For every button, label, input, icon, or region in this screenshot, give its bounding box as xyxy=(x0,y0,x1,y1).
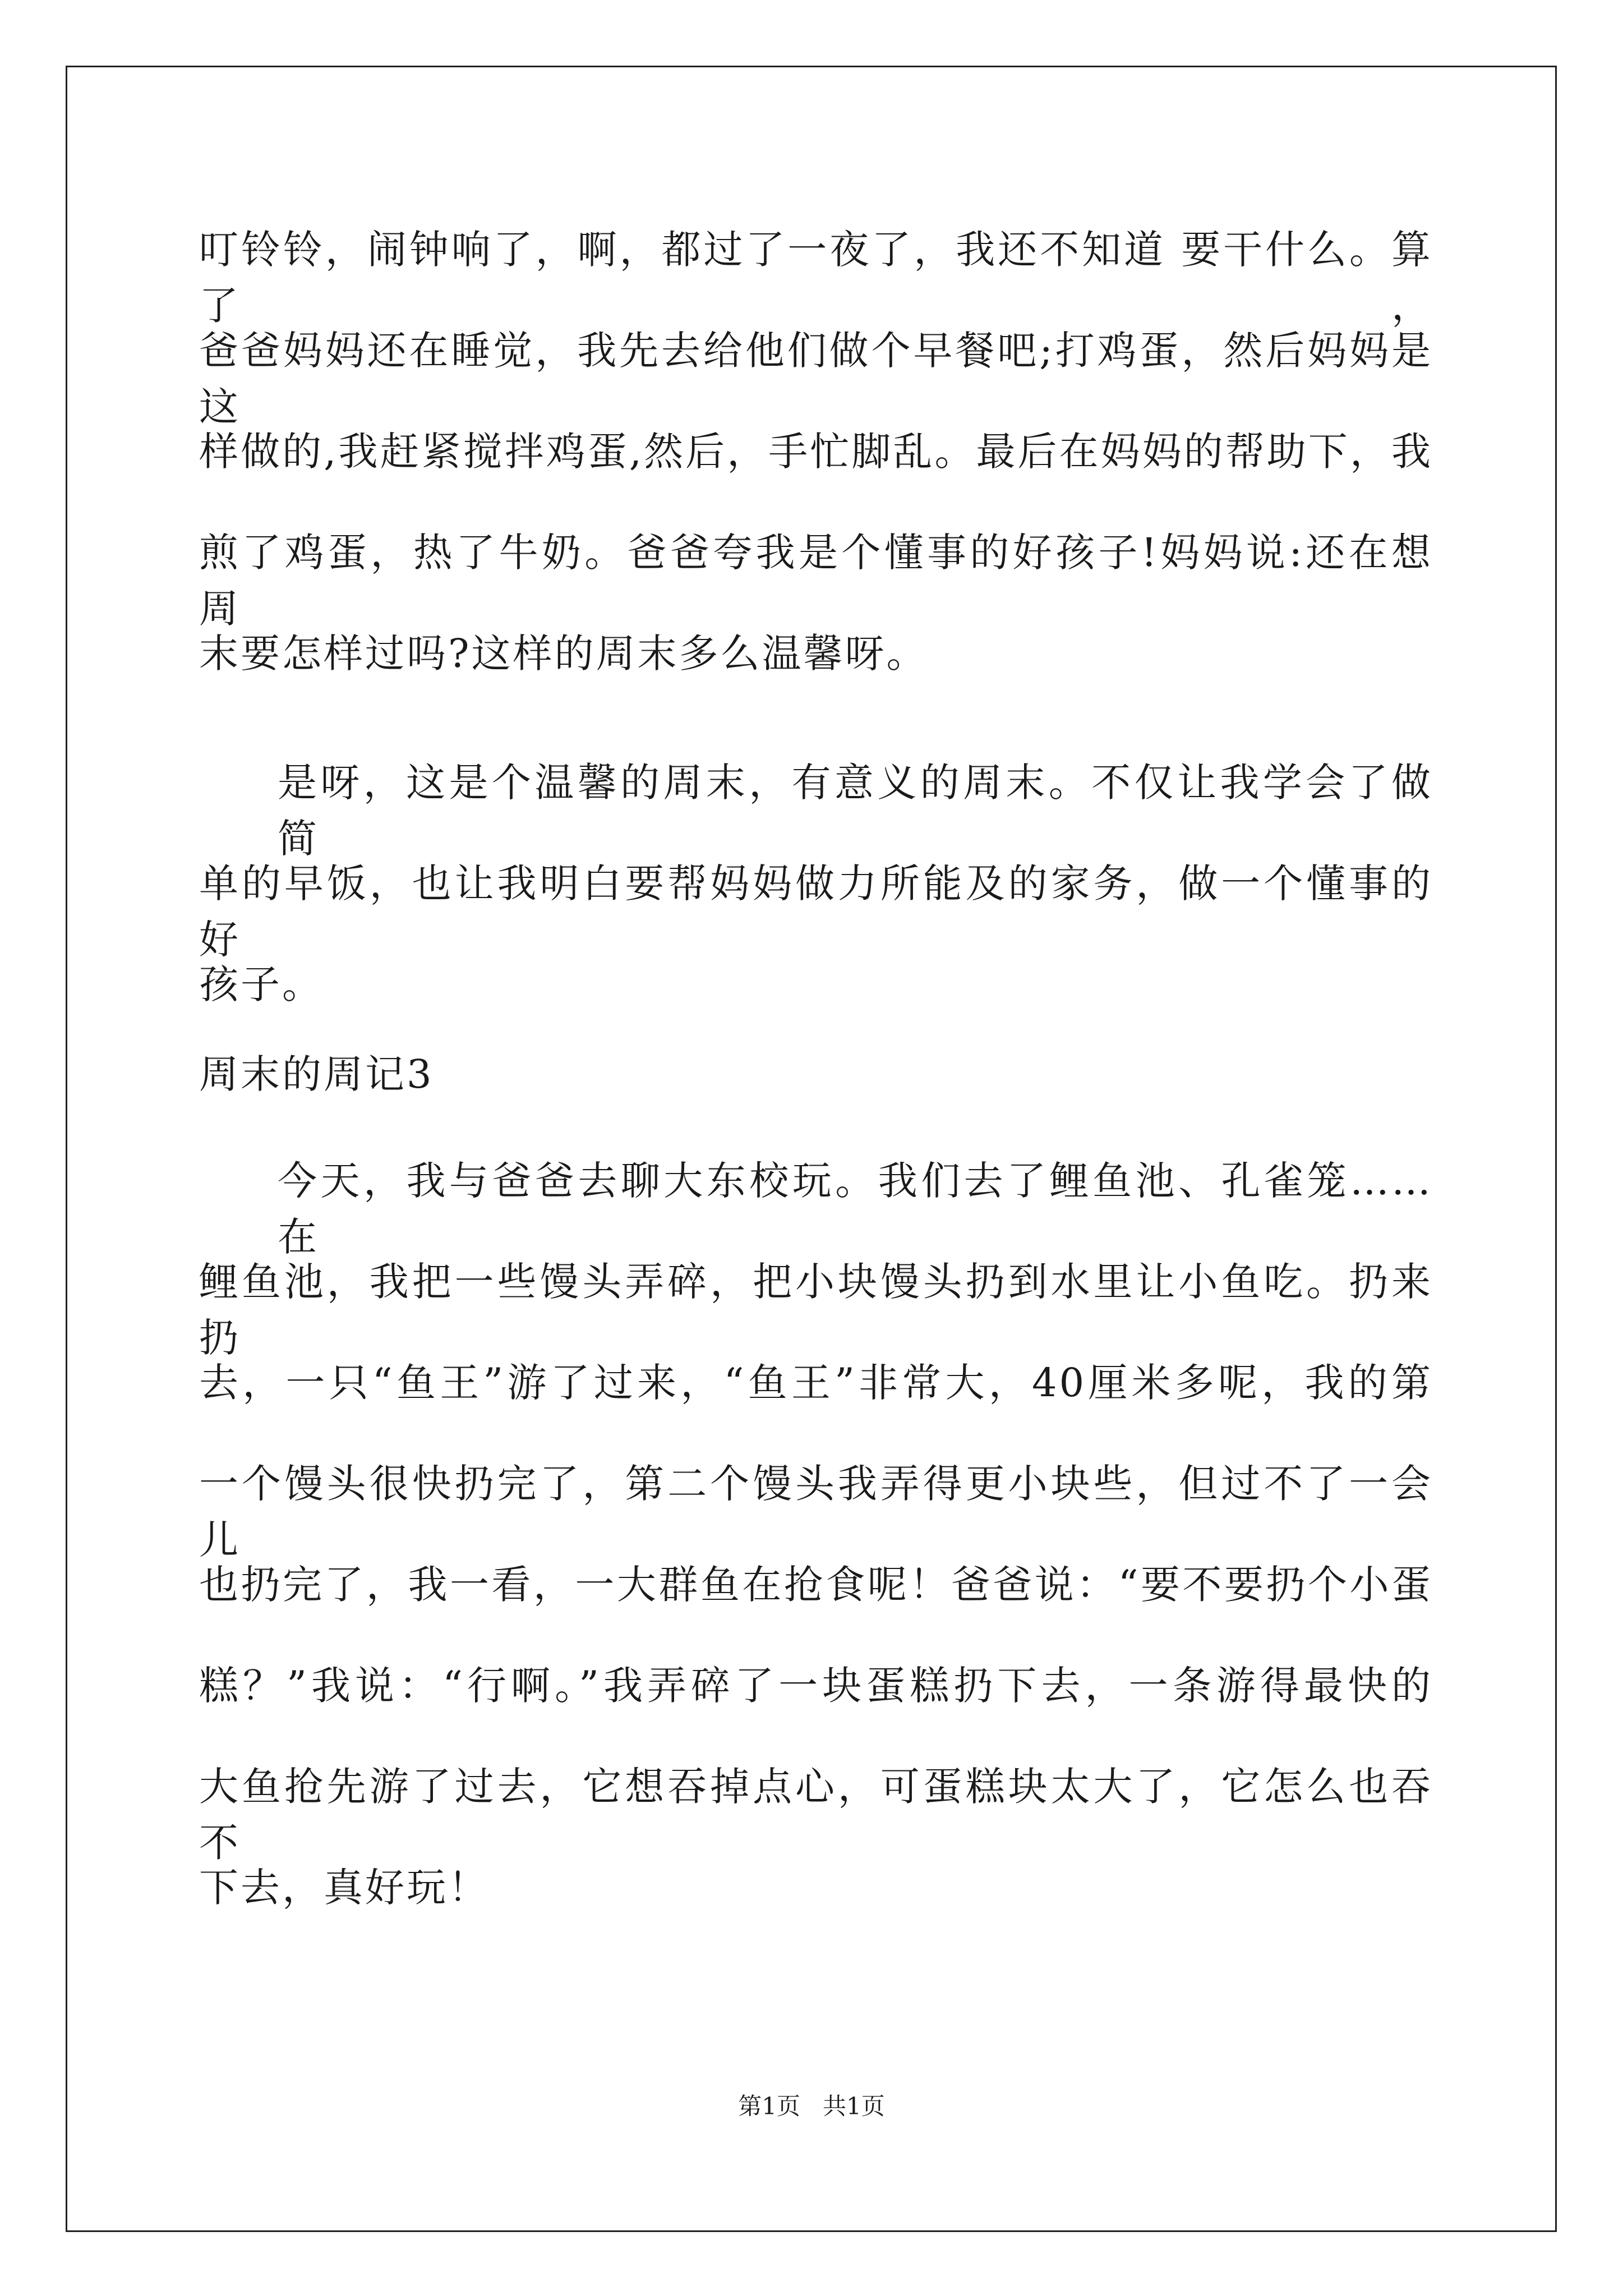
paragraph-3-line-6: 糕？”我说：“行啊。”我弄碎了一块蛋糕扔下去，一条游得最快的 xyxy=(199,1663,1433,1709)
paragraph-2-line-2: 单的早饭，也让我明白要帮妈妈做力所能及的家务，做一个懂事的好 xyxy=(199,861,1433,963)
paragraph-3-line-3: 去，一只“鱼王”游了过来，“鱼王”非常大，40厘米多呢，我的第 xyxy=(199,1360,1433,1406)
paragraph-3-line-8: 下去，真好玩！ xyxy=(199,1865,490,1911)
paragraph-3-line-1: 今天，我与爸爸去聊大东校玩。我们去了鲤鱼池、孔雀笼……在 xyxy=(278,1158,1433,1260)
page-footer xyxy=(0,2090,1623,2123)
paragraph-2-line-1: 是呀，这是个温馨的周末，有意义的周末。不仅让我学会了做简 xyxy=(278,760,1433,862)
paragraph-1-line-2: 爸爸妈妈还在睡觉，我先去给他们做个早餐吧;打鸡蛋，然后妈妈是这 xyxy=(199,328,1433,430)
paragraph-2-line-3: 孩子。 xyxy=(199,961,324,1007)
paragraph-3-line-7: 大鱼抢先游了过去，它想吞掉点心，可蛋糕块太大了，它怎么也吞不 xyxy=(199,1764,1433,1866)
page-total: 共1页 xyxy=(823,2092,885,2120)
section-title: 周末的周记3 xyxy=(199,1051,434,1097)
paragraph-1-line-4: 煎了鸡蛋，热了牛奶。爸爸夸我是个懂事的好孩子!妈妈说:还在想周 xyxy=(199,530,1433,632)
paragraph-3-line-4: 一个馒头很快扔完了，第二个馒头我弄得更小块些，但过不了一会儿 xyxy=(199,1461,1433,1563)
paragraph-3-line-5: 也扔完了，我一看，一大群鱼在抢食呢！爸爸说：“要不要扔个小蛋 xyxy=(199,1562,1433,1608)
paragraph-1-line-3: 样做的,我赶紧搅拌鸡蛋,然后，手忙脚乱。最后在妈妈的帮助下，我 xyxy=(199,429,1433,475)
paragraph-1-line-5: 末要怎样过吗?这样的周末多么温馨呀。 xyxy=(199,631,928,677)
paragraph-1-line-1: 叮铃铃，闹钟响了，啊，都过了一夜了，我还不知道 要干什么。算了， xyxy=(199,227,1433,329)
page-number: 第1页 xyxy=(738,2092,800,2120)
paragraph-3-line-2: 鲤鱼池，我把一些馒头弄碎，把小块馒头扔到水里让小鱼吃。扔来扔 xyxy=(199,1259,1433,1361)
